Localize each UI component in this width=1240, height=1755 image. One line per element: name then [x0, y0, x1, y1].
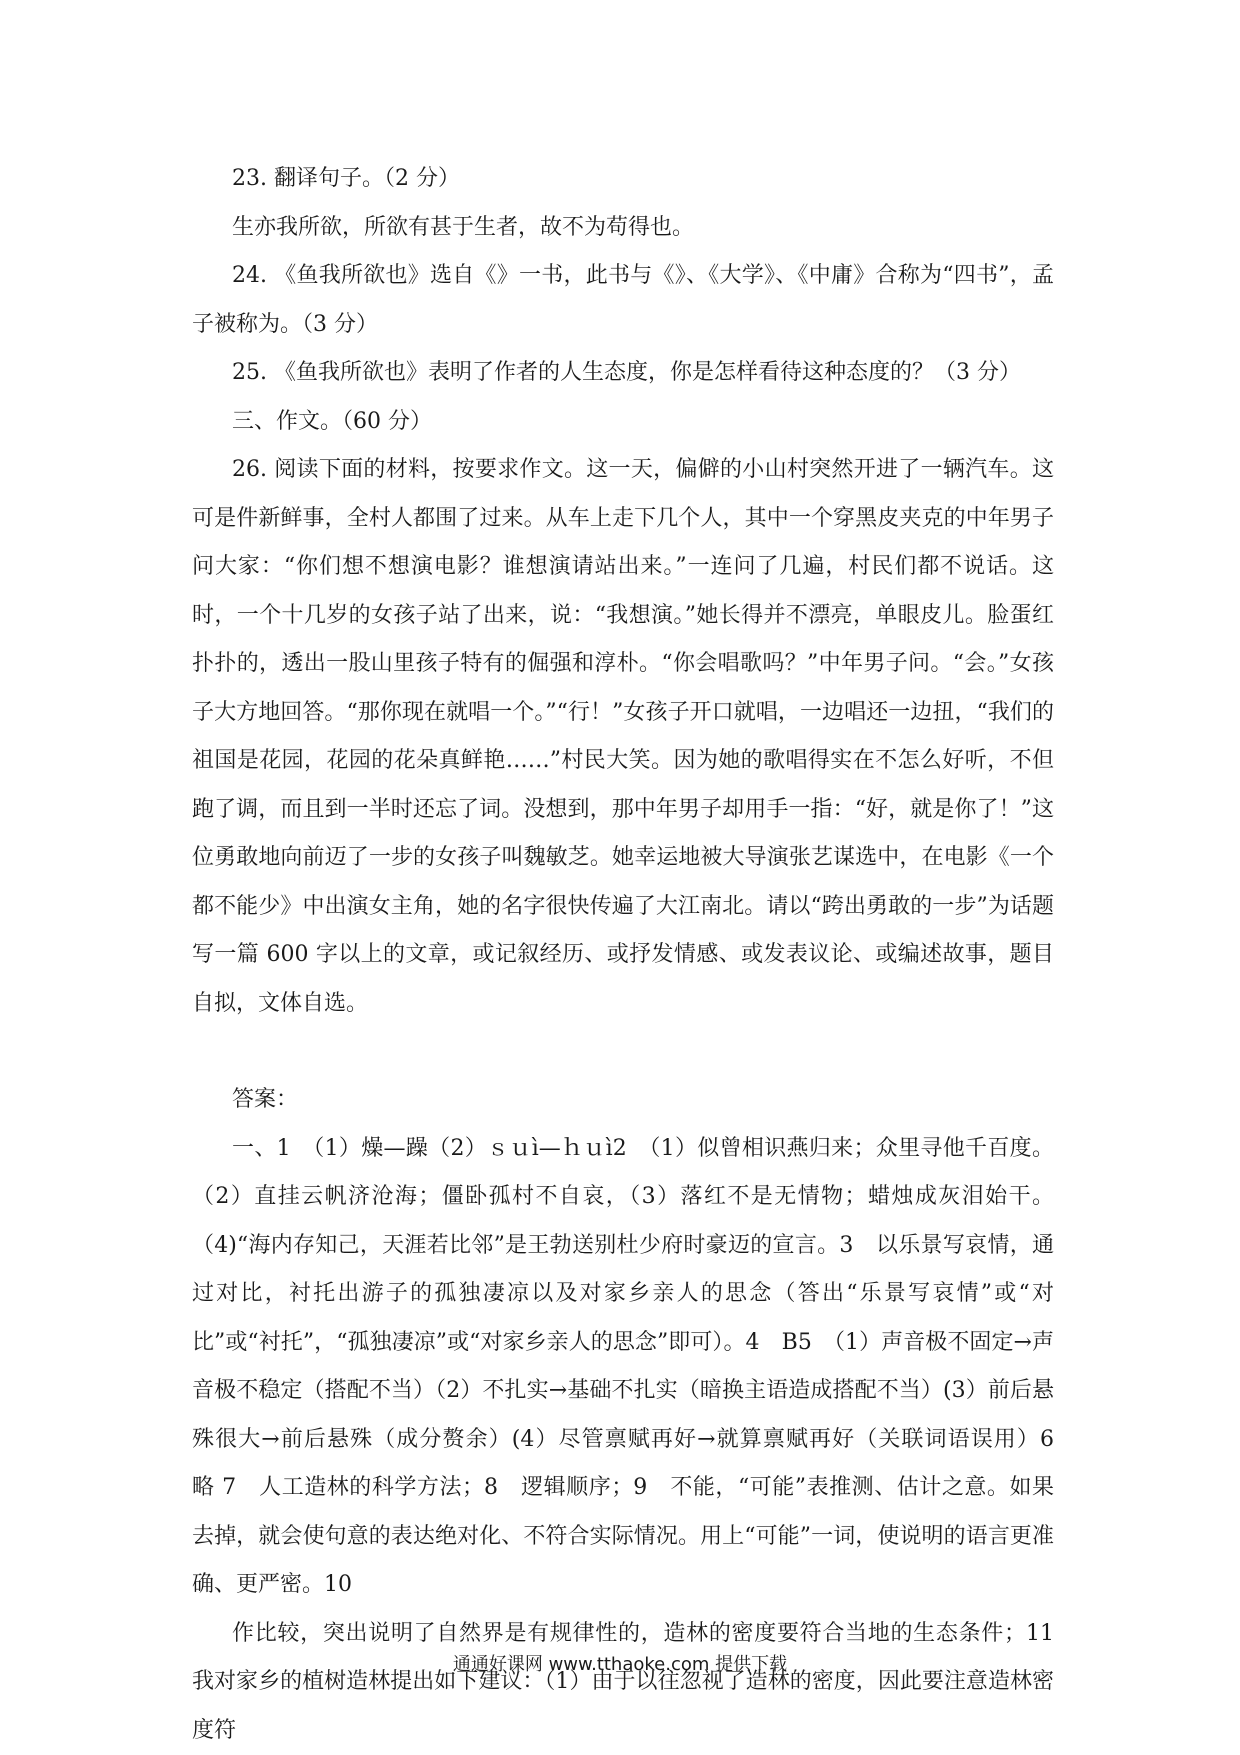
- page-footer: 通通好课网 www.tthaoke.com 提供下载: [0, 1653, 1240, 1677]
- question-23-heading: 23. 翻译句子。（2 分）: [192, 155, 1054, 204]
- questions-section: [192, 155, 1054, 1028]
- answers-heading: 答案：: [192, 1076, 1054, 1125]
- section-spacer: [192, 1028, 1054, 1076]
- question-24: 24. 《鱼我所欲也》选自《》一书，此书与《》、《大学》、《中庸》合称为“四书”，孟子被称为。（3 分）: [192, 252, 1054, 349]
- answer-paragraph: 一、1 （1）燥—躁（2）ｓｕì—ｈｕì2 （1）似曾相识燕归来；众里寻他千百度。（2）直挂云帆济沧海；僵卧孤村不自哀，（3）落红不是无情物；蜡烛成灰泪始干。（4)“海内存知己，天涯若比邻”是王勃送别杜少府时豪迈的宣言。3 以乐景写哀情，通过对比，衬托出游子的孤独凄凉以及对家乡亲人的思念（答出“乐景写哀情”或“对比”或“衬托”，“孤独凄凉”或“对家乡亲人的思念”即可）。4 B5 （1）声音极不固定→声音极不稳定（搭配不当）（2）不扎实→基础不扎实（暗换主语造成搭配不当）(3）前后悬殊很大→前后悬殊（成分赘余）(4）尽管禀赋再好→就算禀赋再好（关联词语误用）6 略 7 人工造林的科学方法；8 逻辑顺序；9 不能，“可能”表推测、估计之意。如果去掉，就会使句意的表达绝对化、不符合实际情况。用上“可能”一词，使说明的语言更准确、更严密。10: [192, 1125, 1054, 1610]
- answer-paragraph: 作比较，突出说明了自然界是有规律性的，造林的密度要符合当地的生态条件；11 我对家乡的植树造林提出如下建议：（1）由于以往忽视了造林的密度，因此要注意造林密度符: [192, 1610, 1054, 1755]
- section-three-heading: 三、作文。（60 分）: [192, 398, 1054, 447]
- question-26-essay-prompt: 26. 阅读下面的材料，按要求作文。这一天，偏僻的小山村突然开进了一辆汽车。这可是件新鲜事，全村人都围了过来。从车上走下几个人，其中一个穿黑皮夹克的中年男子问大家：“你们想不想演电影？谁想演请站出来。”一连问了几遍，村民们都不说话。这时，一个十几岁的女孩子站了出来，说：“我想演。”她长得并不漂亮，单眼皮儿。脸蛋红扑扑的，透出一股山里孩子特有的倔强和淳朴。“你会唱歌吗？”中年男子问。“会。”女孩子大方地回答。“那你现在就唱一个。”“行！”女孩子开口就唱，一边唱还一边扭，“我们的祖国是花园，花园的花朵真鲜艳……”村民大笑。因为她的歌唱得实在不怎么好听，不但跑了调，而且到一半时还忘了词。没想到，那中年男子却用手一指：“好，就是你了！”这位勇敢地向前迈了一步的女孩子叫魏敏芝。她幸运地被大导演张艺谋选中，在电影《一个都不能少》中出演女主角，她的名字很快传遍了大江南北。请以“跨出勇敢的一步”为话题写一篇 600 字以上的文章，或记叙经历、或抒发情感、或发表议论、或编述故事，题目自拟，文体自选。: [192, 446, 1054, 1028]
- question-23-sentence: 生亦我所欲，所欲有甚于生者，故不为苟得也。: [192, 204, 1054, 253]
- document-body: [192, 155, 1054, 1755]
- question-25: 25. 《鱼我所欲也》表明了作者的人生态度，你是怎样看待这种态度的？（3 分）: [192, 349, 1054, 398]
